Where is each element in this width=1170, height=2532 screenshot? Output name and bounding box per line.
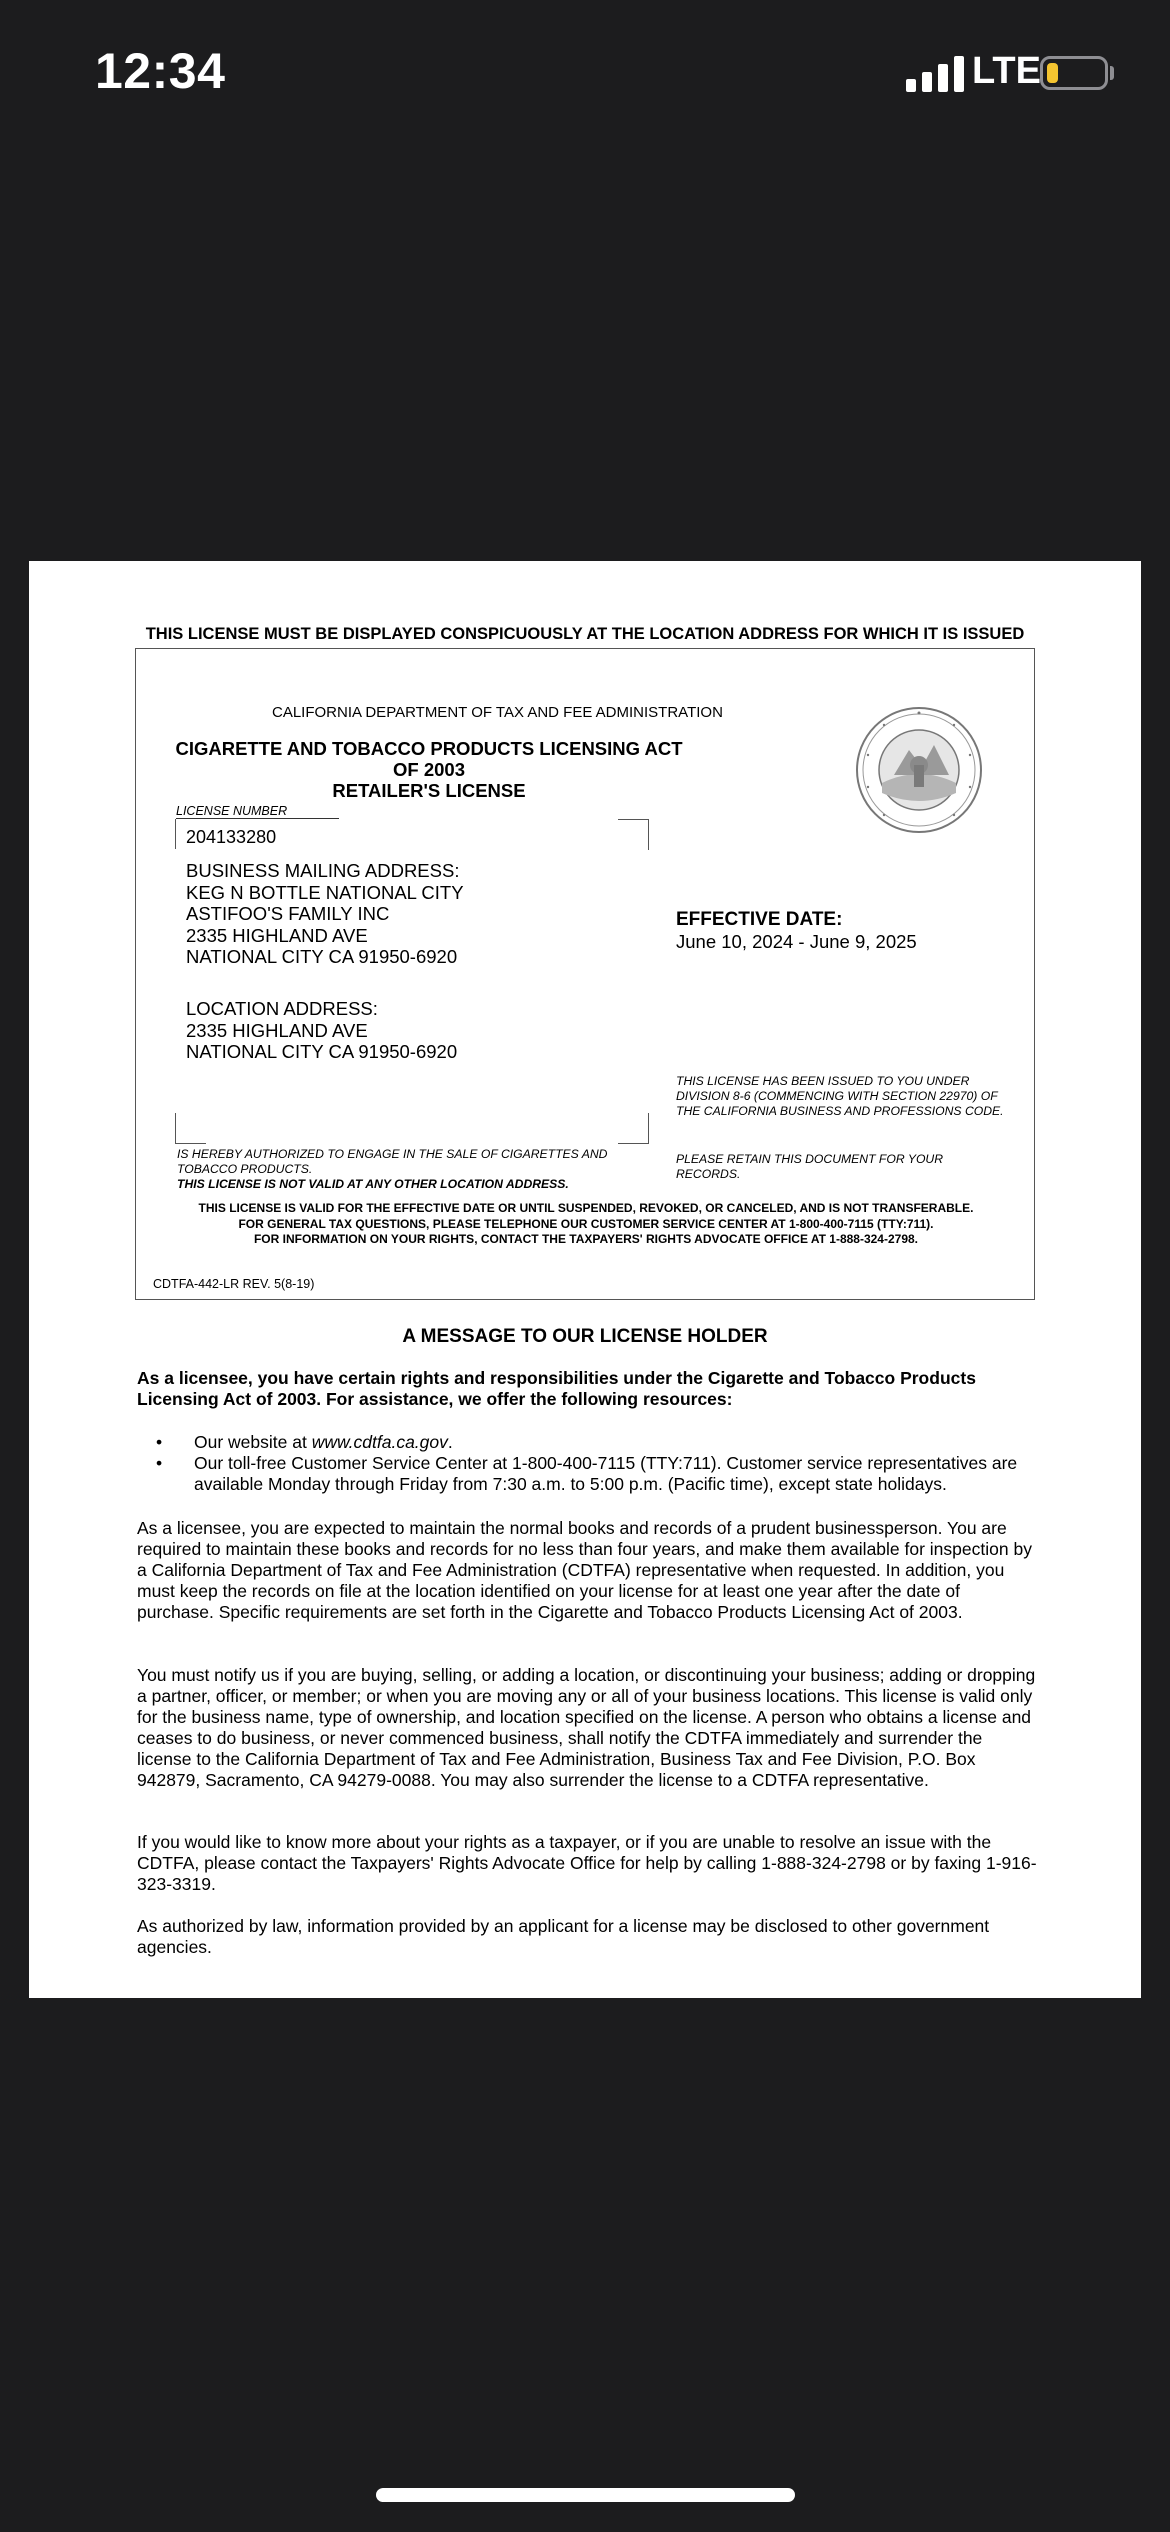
- owner-name: ASTIFOO'S FAMILY INC: [186, 903, 390, 924]
- authorized-sale-text: IS HEREBY AUTHORIZED TO ENGAGE IN THE SALE OF CIGARETTES AND TOBACCO PRODUCTS.: [177, 1147, 608, 1176]
- notification-paragraph: You must notify us if you are buying, selling, or adding a location, or discontinuing your business; adding or dropping a partner, officer, or member; or when you are moving any or all of your business locations. This license is valid only for the business name, type of ownership, and location specified on the license. A person who obtains a license and ceases to do business, or never commenced business, shall notify the CDTFA immediately and surrender the license to the California Department of Tax and Fee Administration, Business Tax and Fee Division, P.O. Box 942879, Sacramento, CA 94279-0088. You may also surrender the license to a CDTFA representative.: [137, 1665, 1036, 1790]
- effective-date-range: June 10, 2024 - June 9, 2025: [676, 931, 917, 952]
- business-name: KEG N BOTTLE NATIONAL CITY: [186, 881, 464, 903]
- status-time: 12:34: [95, 43, 226, 99]
- license-title: [169, 738, 689, 801]
- department-name: CALIFORNIA DEPARTMENT OF TAX AND FEE ADMINISTRATION: [272, 704, 723, 721]
- location-address-label: LOCATION ADDRESS:: [186, 998, 378, 1019]
- tax-questions-line: FOR GENERAL TAX QUESTIONS, PLEASE TELEPHONE OUR CUSTOMER SERVICE CENTER AT 1-800-400-7115 (TTY:711).: [238, 1216, 934, 1231]
- records-paragraph: As a licensee, you are expected to maintain the normal books and records of a prudent businessperson. You are required to maintain these books and records for no less than four years, and make them available for inspection by a California Department of Tax and Fee Administration (CDTFA) representative when requested. In addition, you must keep the records on file at the location identified on your license for at least one year after the date of purchase. Specific requirements are set forth in the Cigarette and Tobacco Products Licensing Act of 2003.: [137, 1518, 1032, 1622]
- website-prefix: Our website at: [194, 1432, 312, 1452]
- business-address-label: BUSINESS MAILING ADDRESS:: [186, 860, 460, 881]
- battery-icon: [1040, 56, 1108, 90]
- taxpayer-rights-paragraph: If you would like to know more about your rights as a taxpayer, or if you are unable to resolve an issue with the CDTFA, please contact the Taxpayers' Rights Advocate Office for help by calling 1-888-324-2798 or by faxing 1-916-323-3319.: [137, 1832, 1037, 1894]
- location-restriction-text: THIS LICENSE IS NOT VALID AT ANY OTHER LOCATION ADDRESS.: [177, 1177, 569, 1191]
- form-identifier: CDTFA-442-LR REV. 5(8-19): [153, 1277, 315, 1291]
- rights-info-line: FOR INFORMATION ON YOUR RIGHTS, CONTACT THE TAXPAYERS' RIGHTS ADVOCATE OFFICE AT 1-888-324-2798.: [253, 1232, 919, 1246]
- business-address-block: [186, 860, 464, 968]
- validity-notice: [176, 1201, 996, 1248]
- message-title: A MESSAGE TO OUR LICENSE HOLDER: [402, 1326, 768, 1347]
- home-indicator[interactable]: [376, 2488, 795, 2502]
- license-number: 204133280: [186, 827, 277, 847]
- effective-date-label: EFFECTIVE DATE:: [676, 909, 843, 930]
- message-intro: As a licensee, you have certain rights and responsibilities under the Cigarette and Tobacco Products Licensing Act of 2003. For assistance, we offer the following resources:: [137, 1368, 976, 1409]
- resources-list: [137, 1432, 1057, 1495]
- retain-records-note: PLEASE RETAIN THIS DOCUMENT FOR YOUR RECORDS.: [676, 1152, 944, 1181]
- location-city: NATIONAL CITY CA 91950-6920: [186, 1041, 458, 1062]
- list-item: [137, 1432, 1057, 1453]
- document-page: [29, 561, 1141, 1998]
- validity-line: THIS LICENSE IS VALID FOR THE EFFECTIVE DATE OR UNTIL SUSPENDED, REVOKED, OR CANCELED, AND IS NOT TRANSFERABLE.: [198, 1201, 974, 1215]
- display-notice: THIS LICENSE MUST BE DISPLAYED CONSPICUOUSLY AT THE LOCATION ADDRESS FOR WHICH IT IS ISSUED: [145, 625, 1025, 643]
- business-city: NATIONAL CITY CA 91950-6920: [186, 946, 458, 967]
- battery-tip: [1110, 66, 1114, 80]
- cellular-signal-icon: [906, 56, 966, 92]
- address-frame-corner: [618, 819, 649, 850]
- address-frame-corner: [175, 1113, 206, 1144]
- list-item: • Our toll-free Customer Service Center at 1-800-400-7115 (TTY:711). Customer service representatives are available Monday through Friday from 7:30 a.m. to 5:00 p.m. (Pacific time), except state holidays.: [137, 1453, 1057, 1495]
- license-type-line: RETAILER'S LICENSE: [332, 780, 526, 801]
- address-frame-corner: [618, 1113, 649, 1144]
- disclosure-paragraph: As authorized by law, information provided by an applicant for a license may be disclosed to other government agencies.: [137, 1916, 990, 1957]
- business-street: 2335 HIGHLAND AVE: [186, 924, 368, 946]
- website-link[interactable]: www.cdtfa.ca.gov: [311, 1432, 448, 1452]
- act-title-line: CIGARETTE AND TOBACCO PRODUCTS LICENSING ACT OF 2003: [175, 738, 683, 780]
- license-number-label: LICENSE NUMBER: [176, 804, 288, 818]
- status-bar: [0, 0, 1170, 150]
- authorization-note: [177, 1147, 647, 1192]
- website-suffix: .: [447, 1432, 453, 1452]
- network-type: LTE: [972, 50, 1041, 92]
- battery-level-fill: [1047, 63, 1058, 83]
- location-address-block: [186, 998, 457, 1063]
- issued-under-note: THIS LICENSE HAS BEEN ISSUED TO YOU UNDER DIVISION 8-6 (COMMENCING WITH SECTION 22970) OF THE CALIFORNIA BUSINESS AND PROFESSIONS CODE.: [676, 1074, 1004, 1118]
- california-seal-icon: [854, 705, 984, 835]
- location-street: 2335 HIGHLAND AVE: [186, 1019, 368, 1041]
